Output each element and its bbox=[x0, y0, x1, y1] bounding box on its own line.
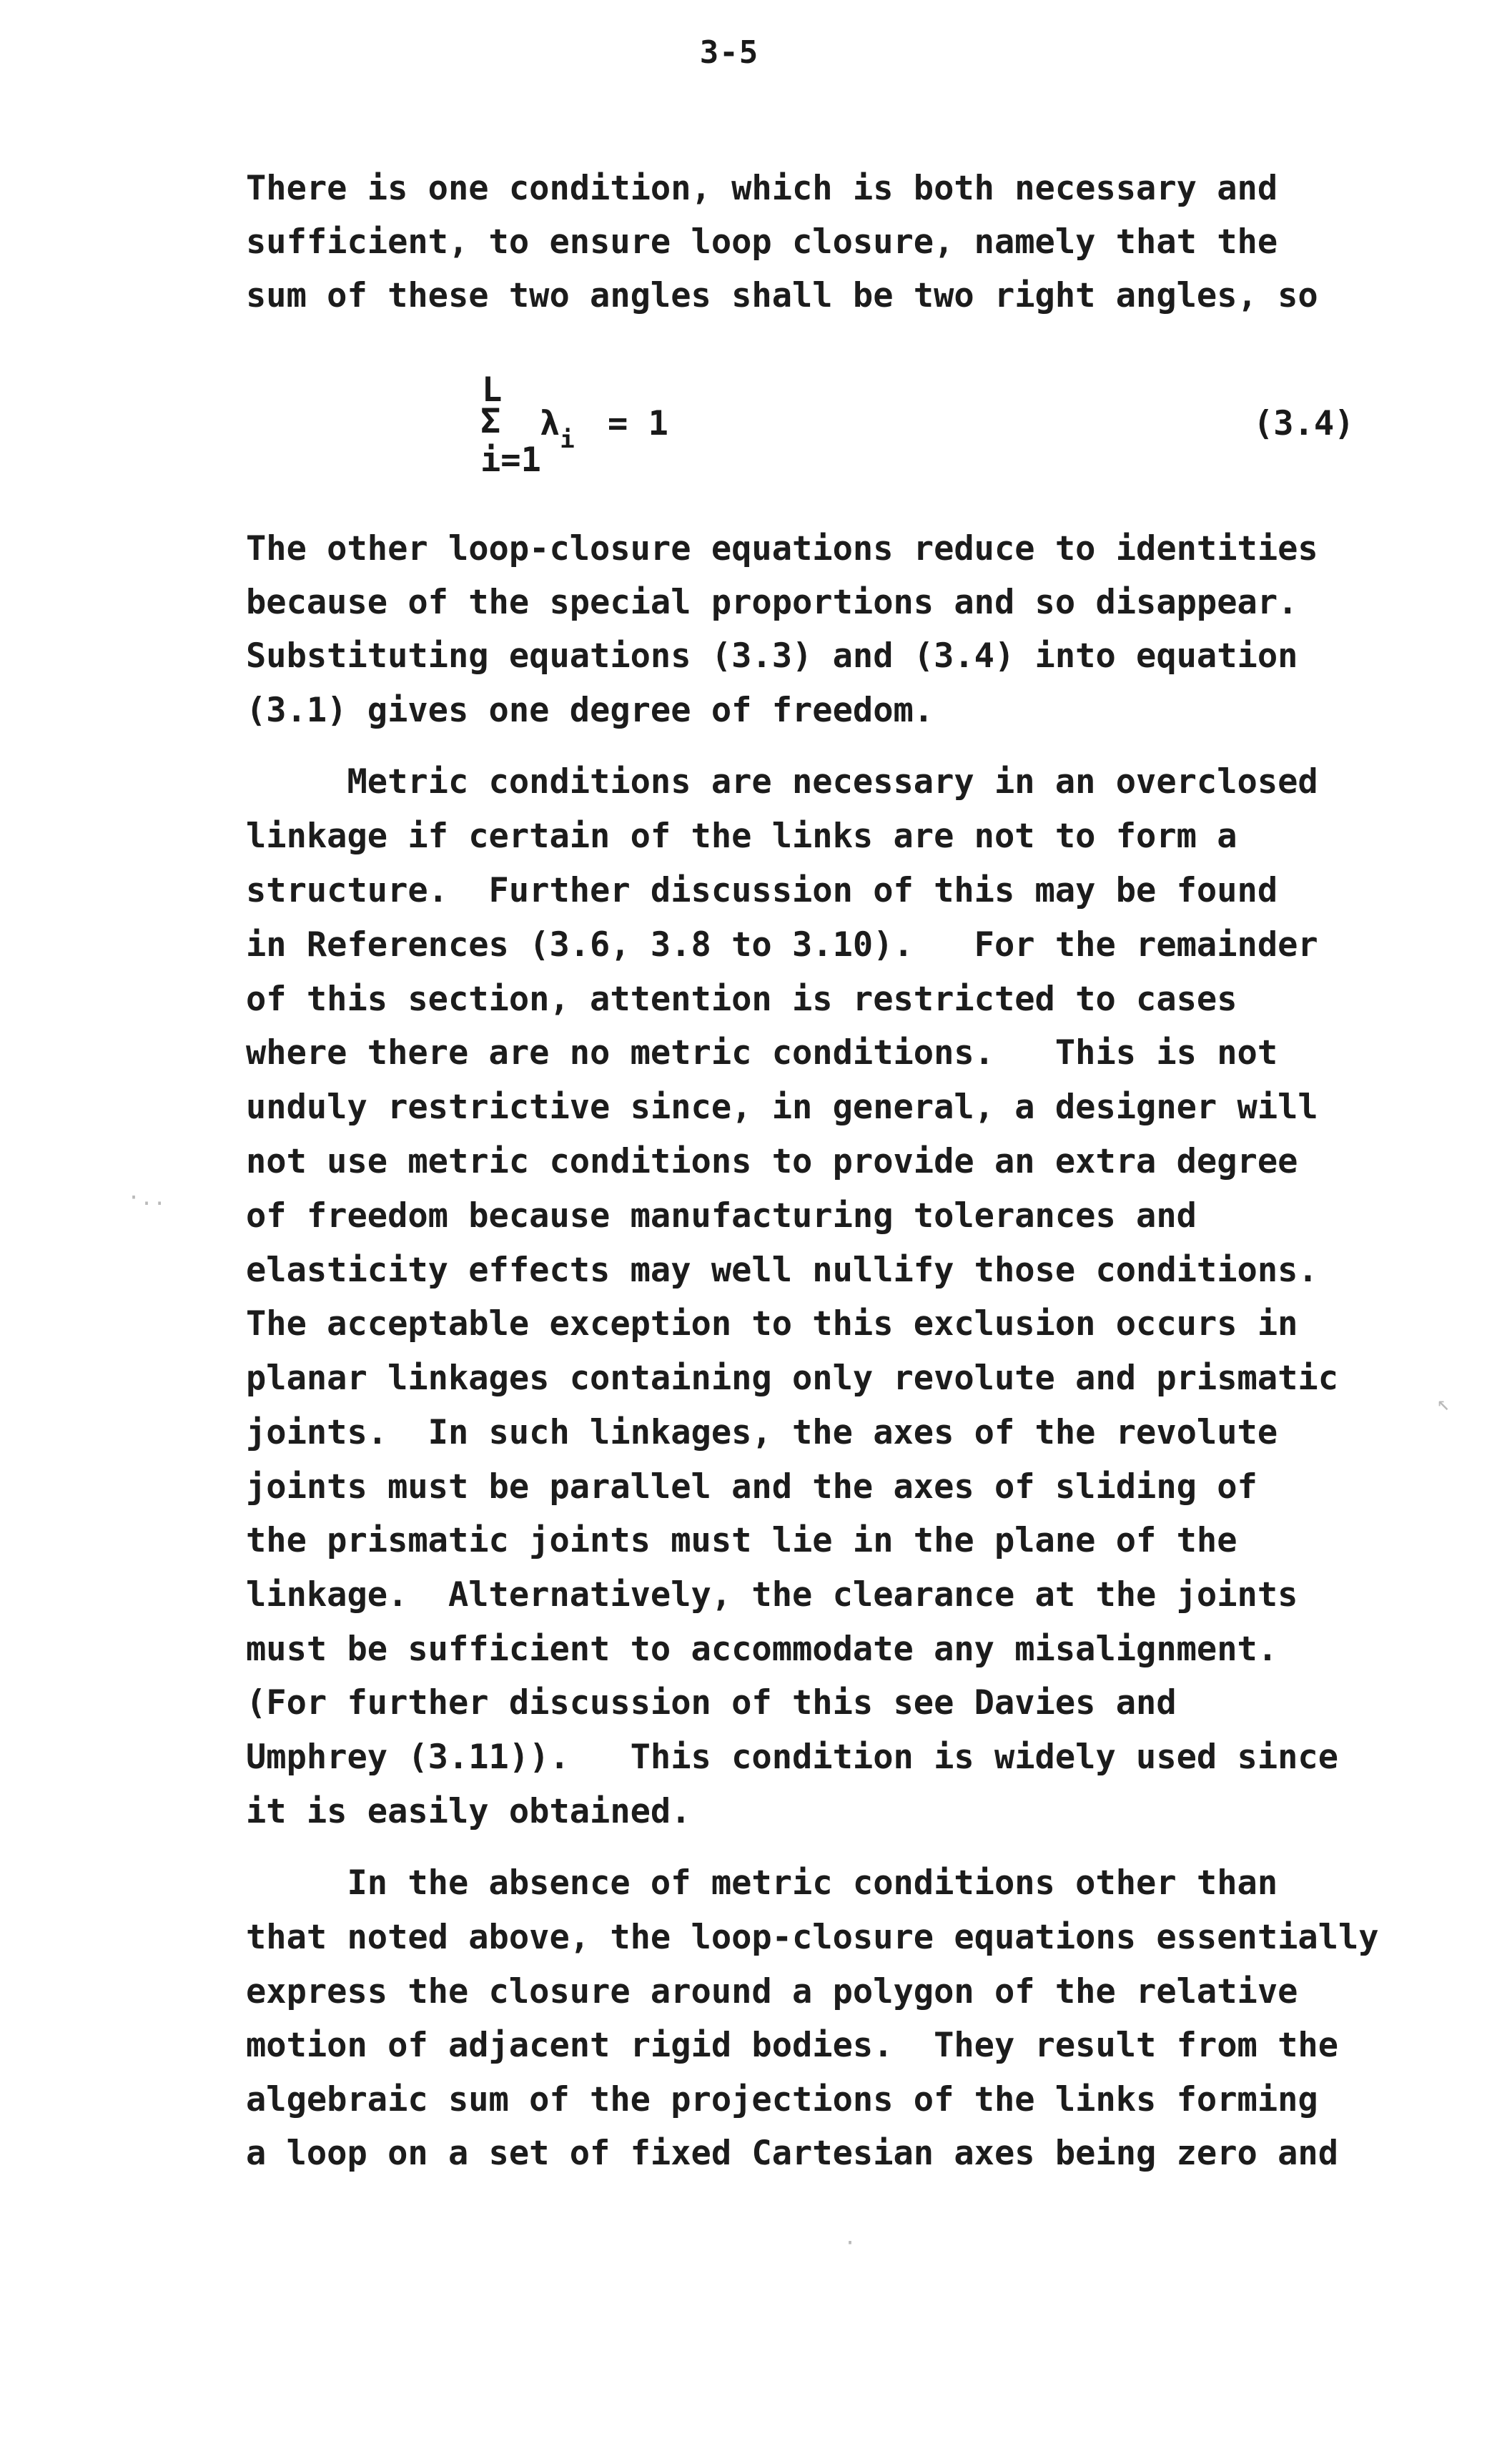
text-line: express the closure around a polygon of the relative bbox=[246, 1972, 1298, 2011]
text-line: sum of these two angles shall be two right angles, so bbox=[246, 276, 1318, 315]
text-line: linkage if certain of the links are not to form a bbox=[246, 817, 1237, 856]
text-line: because of the special proportions and so disappear. bbox=[246, 583, 1298, 622]
text-line: linkage. Alternatively, the clearance at the joints bbox=[246, 1575, 1298, 1615]
text-line: must be sufficient to accommodate any misalignment. bbox=[246, 1630, 1278, 1669]
text-line: the prismatic joints must lie in the plane of the bbox=[246, 1521, 1237, 1560]
equation-rhs: = 1 bbox=[608, 404, 668, 443]
text-line: joints. In such linkages, the axes of the revolute bbox=[246, 1413, 1278, 1452]
text-line: joints must be parallel and the axes of sliding of bbox=[246, 1467, 1257, 1507]
text-line: (For further discussion of this see Davies and bbox=[246, 1683, 1177, 1723]
text-line: planar linkages containing only revolute and prismatic bbox=[246, 1359, 1339, 1398]
text-line: (3.1) gives one degree of freedom. bbox=[246, 691, 934, 730]
equation-subscript: i bbox=[560, 425, 575, 454]
equation-variable bbox=[540, 404, 575, 454]
scan-speck: · bbox=[844, 2231, 857, 2256]
lambda-symbol: λ bbox=[540, 404, 560, 443]
text-line: not use metric conditions to provide an extra degree bbox=[246, 1142, 1298, 1181]
page-number: 3-5 bbox=[699, 34, 759, 71]
text-line: algebraic sum of the projections of the links forming bbox=[246, 2080, 1318, 2119]
equation-upper-limit: L bbox=[482, 370, 503, 410]
text-line: in References (3.6, 3.8 to 3.10). For the remainder bbox=[246, 925, 1318, 965]
text-line: Umphrey (3.11)). This condition is widely used since bbox=[246, 1738, 1339, 1777]
text-line: of freedom because manufacturing tolerances and bbox=[246, 1196, 1197, 1236]
text-line: that noted above, the loop-closure equations essentially bbox=[246, 1918, 1379, 1957]
text-line: elasticity effects may well nullify those conditions. bbox=[246, 1251, 1318, 1290]
text-line: structure. Further discussion of this may be found bbox=[246, 871, 1278, 910]
text-line: Substituting equations (3.3) and (3.4) into equation bbox=[246, 636, 1298, 676]
text-line: motion of adjacent rigid bodies. They result from the bbox=[246, 2026, 1339, 2065]
text-line: where there are no metric conditions. This is not bbox=[246, 1033, 1278, 1073]
text-line: Metric conditions are necessary in an overclosed bbox=[246, 762, 1318, 802]
text-line: it is easily obtained. bbox=[246, 1792, 691, 1831]
text-line: In the absence of metric conditions other than bbox=[246, 1863, 1278, 1903]
text-line: unduly restrictive since, in general, a designer will bbox=[246, 1088, 1318, 1127]
text-line: There is one condition, which is both necessary and bbox=[246, 169, 1278, 208]
equation-number: (3.4) bbox=[1253, 404, 1355, 443]
text-line: The other loop-closure equations reduce to identities bbox=[246, 529, 1318, 568]
text-line: The acceptable exception to this exclusion occurs in bbox=[246, 1304, 1298, 1344]
text-line: a loop on a set of fixed Cartesian axes being zero and bbox=[246, 2134, 1339, 2173]
scan-speck: ·.. bbox=[127, 1186, 167, 1211]
summation-symbol: Σ bbox=[480, 402, 501, 441]
equation-lower-limit: i=1 bbox=[480, 440, 541, 480]
text-line: of this section, attention is restricted to cases bbox=[246, 980, 1237, 1019]
text-line: sufficient, to ensure loop closure, namely that the bbox=[246, 222, 1278, 262]
scan-mark: ↖ bbox=[1437, 1391, 1451, 1416]
